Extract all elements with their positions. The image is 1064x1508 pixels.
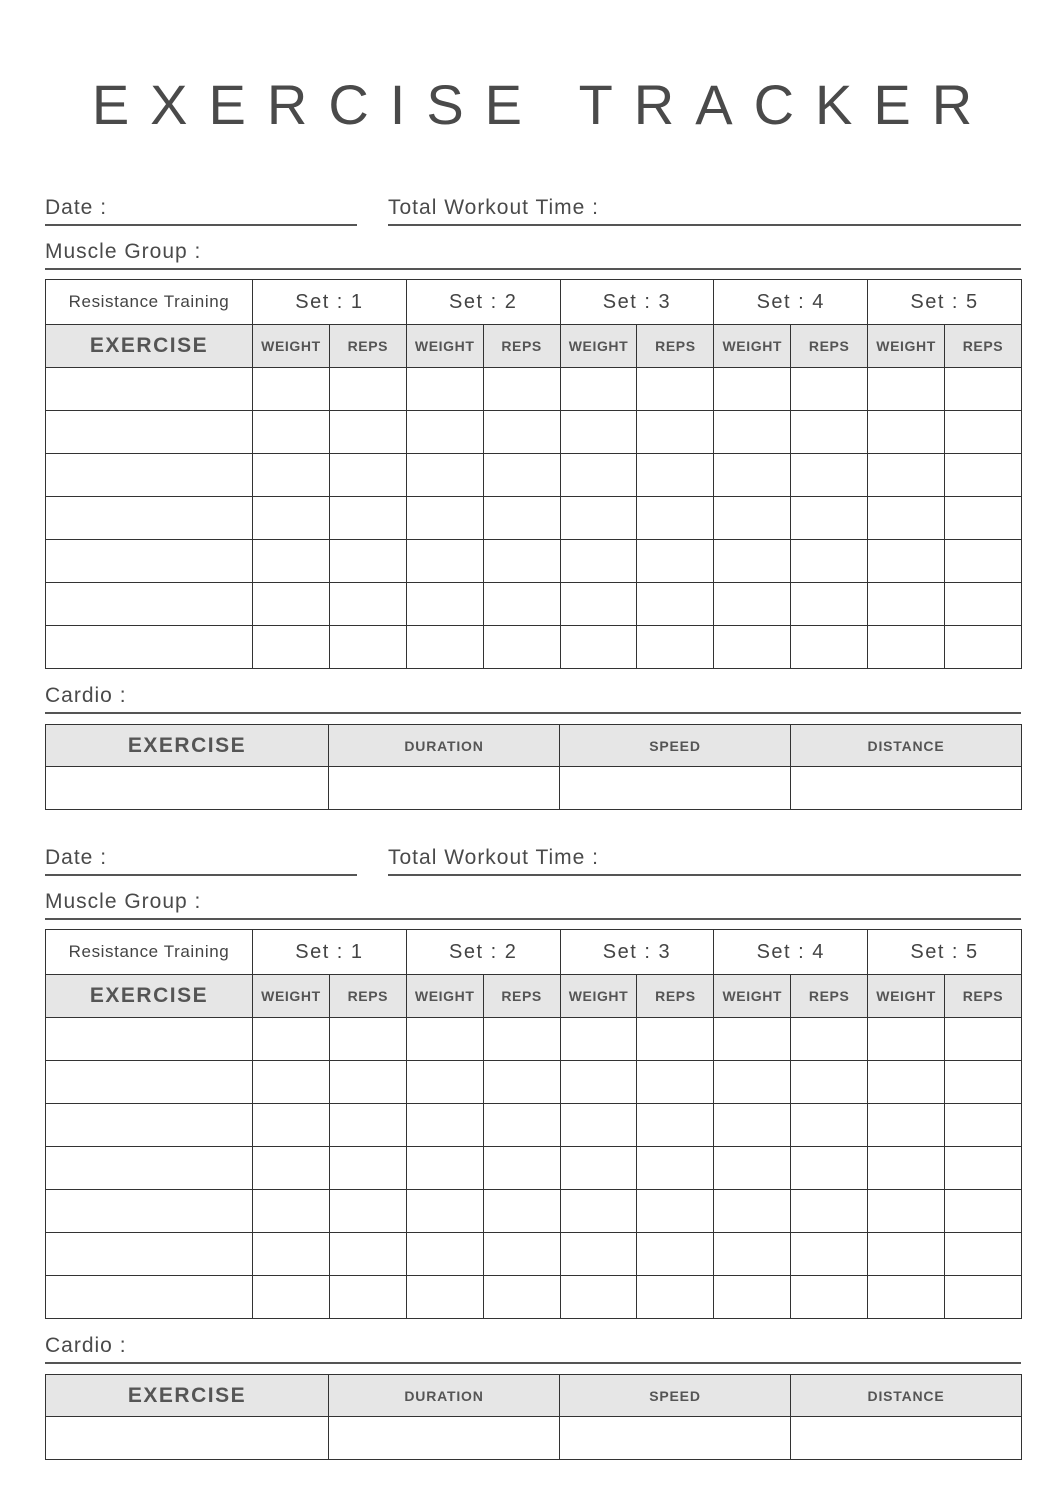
weight-cell[interactable] <box>714 454 791 497</box>
table-row <box>46 767 1022 810</box>
exercise-cell[interactable] <box>46 1061 253 1104</box>
weight-header: WEIGHT <box>714 975 791 1018</box>
weight-cell[interactable] <box>560 1190 637 1233</box>
reps-cell[interactable] <box>791 583 868 626</box>
reps-cell[interactable] <box>483 368 560 411</box>
weight-cell[interactable] <box>406 583 483 626</box>
muscle-group-label: Muscle Group : <box>45 890 202 913</box>
table-row <box>46 497 1022 540</box>
set-3-header: Set : 3 <box>560 280 714 325</box>
table-row <box>46 1190 1022 1233</box>
reps-header: REPS <box>483 975 560 1018</box>
cardio-speed-cell[interactable] <box>560 1417 791 1460</box>
exercise-cell[interactable] <box>46 583 253 626</box>
reps-cell[interactable] <box>791 411 868 454</box>
table-row <box>46 1147 1022 1190</box>
weight-cell[interactable] <box>868 583 945 626</box>
reps-cell[interactable] <box>791 540 868 583</box>
reps-cell[interactable] <box>329 1233 406 1276</box>
reps-cell[interactable] <box>329 1147 406 1190</box>
weight-cell[interactable] <box>253 368 330 411</box>
weight-cell[interactable] <box>560 1018 637 1061</box>
weight-cell[interactable] <box>406 1233 483 1276</box>
weight-cell[interactable] <box>868 626 945 669</box>
date-label: Date : <box>45 846 108 869</box>
reps-cell[interactable] <box>637 497 714 540</box>
weight-cell[interactable] <box>714 1147 791 1190</box>
weight-cell[interactable] <box>714 1233 791 1276</box>
reps-cell[interactable] <box>329 1104 406 1147</box>
exercise-cell[interactable] <box>46 497 253 540</box>
exercise-cell[interactable] <box>46 368 253 411</box>
exercise-cell[interactable] <box>46 411 253 454</box>
weight-header: WEIGHT <box>406 325 483 368</box>
weight-cell[interactable] <box>868 1233 945 1276</box>
reps-cell[interactable] <box>329 626 406 669</box>
muscle-group-label: Muscle Group : <box>45 240 202 263</box>
reps-header: REPS <box>637 325 714 368</box>
weight-cell[interactable] <box>868 497 945 540</box>
cardio-distance-cell[interactable] <box>791 767 1022 810</box>
weight-cell[interactable] <box>560 540 637 583</box>
resistance-header-row <box>46 930 1022 975</box>
reps-cell[interactable] <box>637 1018 714 1061</box>
reps-cell[interactable] <box>329 583 406 626</box>
reps-cell[interactable] <box>791 1276 868 1319</box>
exercise-cell[interactable] <box>46 1147 253 1190</box>
weight-cell[interactable] <box>714 1276 791 1319</box>
table-row <box>46 1417 1022 1460</box>
weight-cell[interactable] <box>560 1276 637 1319</box>
reps-header: REPS <box>945 975 1022 1018</box>
weight-cell[interactable] <box>714 368 791 411</box>
reps-cell[interactable] <box>483 1147 560 1190</box>
cardio-header-row <box>46 725 1022 767</box>
resistance-subheader-row <box>46 325 1022 368</box>
weight-cell[interactable] <box>560 583 637 626</box>
reps-cell[interactable] <box>945 1190 1022 1233</box>
reps-cell[interactable] <box>791 626 868 669</box>
exercise-cell[interactable] <box>46 1233 253 1276</box>
reps-cell[interactable] <box>945 1061 1022 1104</box>
reps-cell[interactable] <box>483 411 560 454</box>
weight-cell[interactable] <box>868 1018 945 1061</box>
set-5-header: Set : 5 <box>868 280 1022 325</box>
cardio-label: Cardio : <box>45 684 127 707</box>
weight-cell[interactable] <box>406 1190 483 1233</box>
reps-cell[interactable] <box>945 540 1022 583</box>
weight-cell[interactable] <box>253 1233 330 1276</box>
weight-cell[interactable] <box>253 497 330 540</box>
set-2-header: Set : 2 <box>406 280 560 325</box>
weight-cell[interactable] <box>560 626 637 669</box>
reps-cell[interactable] <box>791 1061 868 1104</box>
reps-cell[interactable] <box>945 583 1022 626</box>
reps-cell[interactable] <box>945 1233 1022 1276</box>
weight-header: WEIGHT <box>560 325 637 368</box>
cardio-exercise-cell[interactable] <box>46 767 329 810</box>
reps-cell[interactable] <box>637 1276 714 1319</box>
date-row <box>45 182 1021 226</box>
weight-cell[interactable] <box>406 1061 483 1104</box>
reps-cell[interactable] <box>483 626 560 669</box>
set-2-header: Set : 2 <box>406 930 560 975</box>
muscle-group-field[interactable] <box>45 918 1021 920</box>
reps-cell[interactable] <box>329 411 406 454</box>
muscle-group-row <box>45 876 1021 920</box>
table-row <box>46 368 1022 411</box>
table-row <box>46 411 1022 454</box>
table-row <box>46 1276 1022 1319</box>
exercise-cell[interactable] <box>46 1104 253 1147</box>
reps-cell[interactable] <box>483 1233 560 1276</box>
weight-cell[interactable] <box>714 1061 791 1104</box>
page-title: EXERCISE TRACKER <box>91 73 994 136</box>
reps-header: REPS <box>329 975 406 1018</box>
reps-cell[interactable] <box>329 1061 406 1104</box>
set-4-header: Set : 4 <box>714 930 868 975</box>
exercise-cell[interactable] <box>46 1276 253 1319</box>
reps-cell[interactable] <box>329 368 406 411</box>
weight-cell[interactable] <box>868 540 945 583</box>
weight-cell[interactable] <box>560 497 637 540</box>
weight-cell[interactable] <box>253 1061 330 1104</box>
weight-cell[interactable] <box>714 1018 791 1061</box>
table-row <box>46 1104 1022 1147</box>
reps-cell[interactable] <box>945 368 1022 411</box>
exercise-header: EXERCISE <box>46 975 253 1018</box>
muscle-group-row <box>45 226 1021 270</box>
weight-cell[interactable] <box>253 540 330 583</box>
weight-cell[interactable] <box>253 1147 330 1190</box>
reps-cell[interactable] <box>637 540 714 583</box>
weight-cell[interactable] <box>406 1018 483 1061</box>
reps-cell[interactable] <box>483 1276 560 1319</box>
weight-cell[interactable] <box>253 583 330 626</box>
cardio-table <box>45 1374 1022 1460</box>
reps-cell[interactable] <box>637 1233 714 1276</box>
weight-header: WEIGHT <box>253 325 330 368</box>
weight-cell[interactable] <box>253 626 330 669</box>
reps-cell[interactable] <box>945 454 1022 497</box>
resistance-training-label: Resistance Training <box>46 930 253 975</box>
date-label: Date : <box>45 196 108 219</box>
exercise-cell[interactable] <box>46 1018 253 1061</box>
table-row <box>46 454 1022 497</box>
table-row <box>46 1233 1022 1276</box>
resistance-training-label: Resistance Training <box>46 280 253 325</box>
weight-cell[interactable] <box>406 411 483 454</box>
weight-cell[interactable] <box>406 1276 483 1319</box>
weight-cell[interactable] <box>868 1104 945 1147</box>
weight-cell[interactable] <box>253 454 330 497</box>
reps-cell[interactable] <box>483 583 560 626</box>
weight-cell[interactable] <box>253 411 330 454</box>
cardio-row <box>45 1320 1021 1364</box>
weight-cell[interactable] <box>560 368 637 411</box>
total-workout-time-label: Total Workout Time : <box>388 196 600 219</box>
weight-cell[interactable] <box>868 1061 945 1104</box>
resistance-header-row <box>46 280 1022 325</box>
set-5-header: Set : 5 <box>868 930 1022 975</box>
weight-cell[interactable] <box>714 1190 791 1233</box>
cardio-exercise-header: EXERCISE <box>46 1375 329 1417</box>
weight-cell[interactable] <box>406 540 483 583</box>
weight-cell[interactable] <box>714 583 791 626</box>
weight-cell[interactable] <box>560 411 637 454</box>
cardio-exercise-cell[interactable] <box>46 1417 329 1460</box>
reps-cell[interactable] <box>483 1018 560 1061</box>
reps-cell[interactable] <box>945 626 1022 669</box>
weight-cell[interactable] <box>714 540 791 583</box>
cardio-speed-cell[interactable] <box>560 767 791 810</box>
reps-cell[interactable] <box>483 1061 560 1104</box>
weight-cell[interactable] <box>714 497 791 540</box>
exercise-cell[interactable] <box>46 540 253 583</box>
reps-cell[interactable] <box>945 1018 1022 1061</box>
reps-cell[interactable] <box>945 1147 1022 1190</box>
weight-cell[interactable] <box>868 454 945 497</box>
reps-cell[interactable] <box>329 1190 406 1233</box>
reps-cell[interactable] <box>791 1018 868 1061</box>
reps-cell[interactable] <box>483 497 560 540</box>
cardio-duration-header: DURATION <box>329 725 560 767</box>
cardio-distance-cell[interactable] <box>791 1417 1022 1460</box>
weight-header: WEIGHT <box>560 975 637 1018</box>
weight-cell[interactable] <box>560 454 637 497</box>
tracker-block <box>45 182 1021 757</box>
cardio-row <box>45 670 1021 714</box>
set-1-header: Set : 1 <box>253 280 407 325</box>
reps-cell[interactable] <box>637 583 714 626</box>
weight-cell[interactable] <box>406 368 483 411</box>
table-row <box>46 1018 1022 1061</box>
reps-header: REPS <box>329 325 406 368</box>
cardio-speed-header: SPEED <box>560 725 791 767</box>
reps-cell[interactable] <box>945 1104 1022 1147</box>
table-row <box>46 583 1022 626</box>
weight-header: WEIGHT <box>253 975 330 1018</box>
reps-cell[interactable] <box>637 1147 714 1190</box>
weight-cell[interactable] <box>868 1276 945 1319</box>
reps-cell[interactable] <box>791 1233 868 1276</box>
reps-cell[interactable] <box>637 1190 714 1233</box>
table-row <box>46 1061 1022 1104</box>
weight-header: WEIGHT <box>868 975 945 1018</box>
weight-cell[interactable] <box>868 1147 945 1190</box>
reps-cell[interactable] <box>483 540 560 583</box>
weight-header: WEIGHT <box>714 325 791 368</box>
cardio-duration-cell[interactable] <box>329 767 560 810</box>
reps-cell[interactable] <box>483 454 560 497</box>
muscle-group-field[interactable] <box>45 268 1021 270</box>
reps-header: REPS <box>791 325 868 368</box>
weight-cell[interactable] <box>406 1104 483 1147</box>
reps-header: REPS <box>483 325 560 368</box>
reps-cell[interactable] <box>483 1190 560 1233</box>
cardio-distance-header: DISTANCE <box>791 725 1022 767</box>
cardio-duration-header: DURATION <box>329 1375 560 1417</box>
weight-cell[interactable] <box>560 1104 637 1147</box>
weight-cell[interactable] <box>714 1104 791 1147</box>
weight-cell[interactable] <box>253 1276 330 1319</box>
exercise-header: EXERCISE <box>46 325 253 368</box>
weight-cell[interactable] <box>406 497 483 540</box>
resistance-subheader-row <box>46 975 1022 1018</box>
table-row <box>46 540 1022 583</box>
reps-cell[interactable] <box>791 1104 868 1147</box>
resistance-table <box>45 929 1022 1319</box>
reps-cell[interactable] <box>791 1147 868 1190</box>
reps-cell[interactable] <box>637 454 714 497</box>
cardio-label: Cardio : <box>45 1334 127 1357</box>
set-1-header: Set : 1 <box>253 930 407 975</box>
weight-cell[interactable] <box>560 1061 637 1104</box>
exercise-cell[interactable] <box>46 454 253 497</box>
weight-cell[interactable] <box>406 626 483 669</box>
reps-cell[interactable] <box>637 1104 714 1147</box>
reps-cell[interactable] <box>329 540 406 583</box>
cardio-speed-header: SPEED <box>560 1375 791 1417</box>
weight-cell[interactable] <box>560 1147 637 1190</box>
cardio-field[interactable] <box>45 712 1021 714</box>
reps-cell[interactable] <box>791 1190 868 1233</box>
weight-cell[interactable] <box>868 368 945 411</box>
weight-cell[interactable] <box>253 1104 330 1147</box>
weight-cell[interactable] <box>406 454 483 497</box>
weight-cell[interactable] <box>714 626 791 669</box>
exercise-cell[interactable] <box>46 1190 253 1233</box>
weight-cell[interactable] <box>868 1190 945 1233</box>
reps-cell[interactable] <box>637 626 714 669</box>
reps-cell[interactable] <box>329 1276 406 1319</box>
table-row <box>46 626 1022 669</box>
cardio-table <box>45 724 1022 810</box>
reps-header: REPS <box>791 975 868 1018</box>
weight-cell[interactable] <box>253 1190 330 1233</box>
weight-cell[interactable] <box>406 1147 483 1190</box>
reps-cell[interactable] <box>791 497 868 540</box>
reps-cell[interactable] <box>945 497 1022 540</box>
weight-header: WEIGHT <box>868 325 945 368</box>
reps-cell[interactable] <box>637 411 714 454</box>
reps-cell[interactable] <box>945 1276 1022 1319</box>
exercise-cell[interactable] <box>46 626 253 669</box>
reps-header: REPS <box>945 325 1022 368</box>
reps-cell[interactable] <box>329 1018 406 1061</box>
weight-cell[interactable] <box>253 1018 330 1061</box>
reps-header: REPS <box>637 975 714 1018</box>
cardio-distance-header: DISTANCE <box>791 1375 1022 1417</box>
tracker-block <box>45 832 1021 1407</box>
date-row <box>45 832 1021 876</box>
weight-cell[interactable] <box>714 411 791 454</box>
cardio-exercise-header: EXERCISE <box>46 725 329 767</box>
set-3-header: Set : 3 <box>560 930 714 975</box>
reps-cell[interactable] <box>791 454 868 497</box>
weight-cell[interactable] <box>868 411 945 454</box>
resistance-table <box>45 279 1022 669</box>
weight-header: WEIGHT <box>406 975 483 1018</box>
reps-cell[interactable] <box>791 368 868 411</box>
cardio-field[interactable] <box>45 1362 1021 1364</box>
reps-cell[interactable] <box>637 368 714 411</box>
reps-cell[interactable] <box>329 497 406 540</box>
reps-cell[interactable] <box>637 1061 714 1104</box>
reps-cell[interactable] <box>329 454 406 497</box>
set-4-header: Set : 4 <box>714 280 868 325</box>
weight-cell[interactable] <box>560 1233 637 1276</box>
reps-cell[interactable] <box>945 411 1022 454</box>
reps-cell[interactable] <box>483 1104 560 1147</box>
total-workout-time-label: Total Workout Time : <box>388 846 600 869</box>
cardio-header-row <box>46 1375 1022 1417</box>
cardio-duration-cell[interactable] <box>329 1417 560 1460</box>
